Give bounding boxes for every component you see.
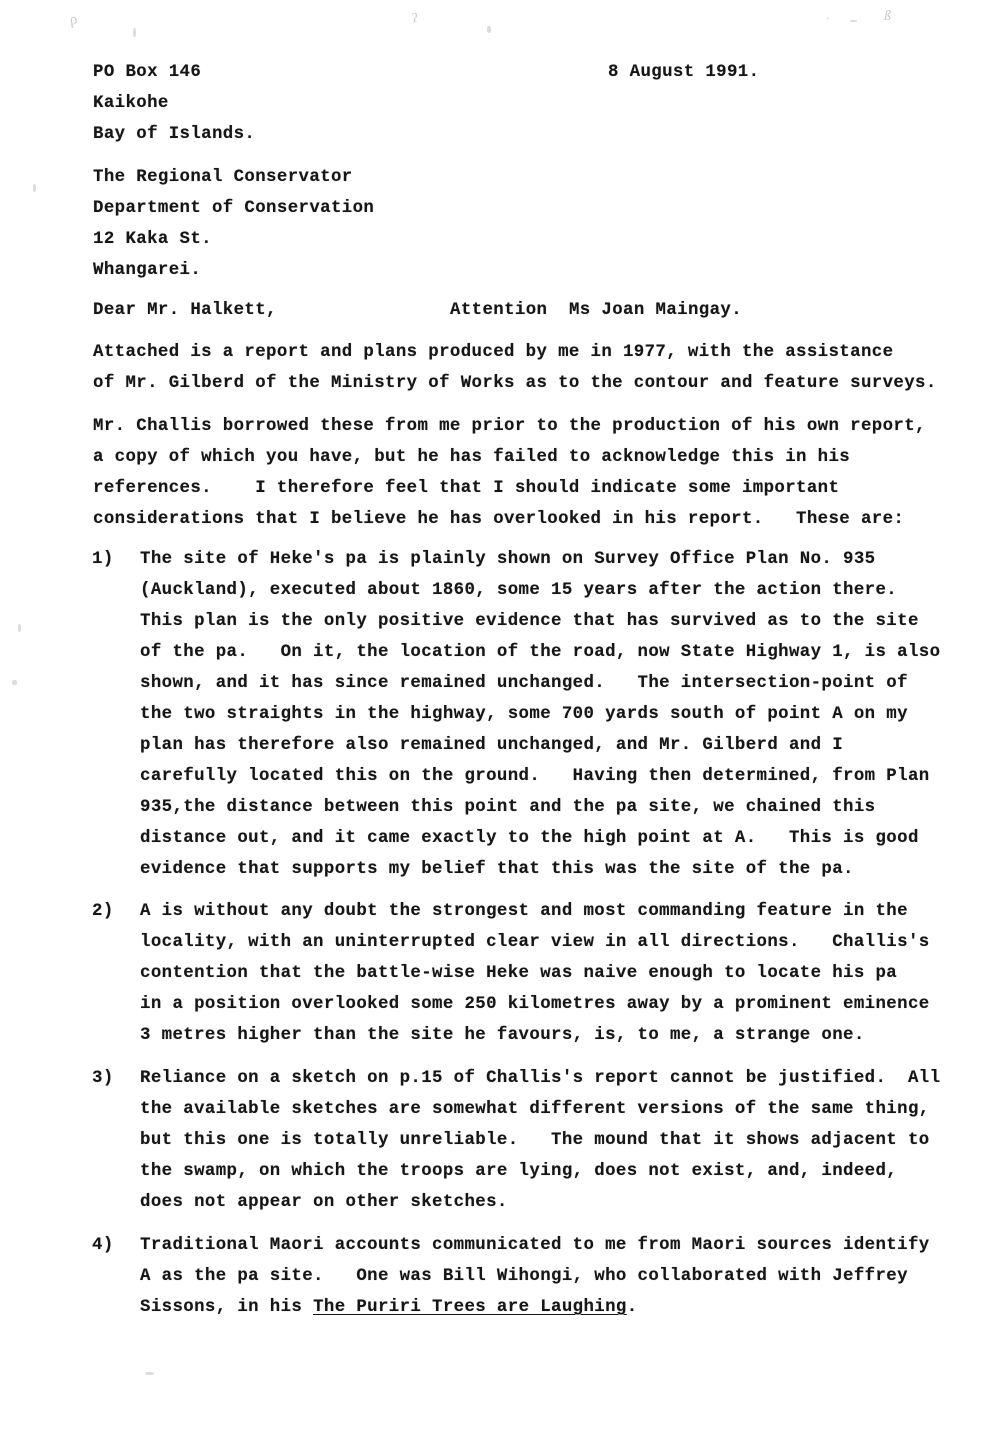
list-item-final-tail: .: [626, 1298, 638, 1317]
list-item-line: the two straights in the highway, some 700 yards south of point A on my: [140, 705, 908, 724]
list-item-line: in a position overlooked some 250 kilometres away by a prominent eminence: [140, 995, 930, 1014]
list-item-line: contention that the battle-wise Heke was naive enough to locate his pa: [140, 964, 898, 983]
sender-address-line-2: Kaikohe: [93, 94, 169, 113]
scan-smudge: ·: [826, 11, 829, 25]
list-item-line: (Auckland), executed about 1860, some 15 years after the action there.: [140, 581, 898, 600]
list-item-line: does not appear on other sketches.: [140, 1193, 508, 1212]
list-item-line: Reliance on a sketch on p.15 of Challis's report cannot be justified. All: [140, 1069, 941, 1088]
list-item-line: carefully located this on the ground. Having then determined, from Plan: [140, 767, 930, 786]
list-marker-3: 3): [92, 1069, 114, 1088]
paragraph-line: Mr. Challis borrowed these from me prior to the production of his own report,: [93, 417, 926, 436]
list-item-line: A as the pa site. One was Bill Wihongi, who collaborated with Jeffrey: [140, 1267, 908, 1286]
list-item-line: This plan is the only positive evidence that has survived as to the site: [140, 612, 919, 631]
list-item-line: evidence that supports my belief that this was the site of the pa.: [140, 860, 854, 879]
list-item-final: [140, 1292, 638, 1323]
sender-address-line-1: PO Box 146: [93, 63, 202, 82]
list-item-line: 935,the distance between this point and the pa site, we chained this: [140, 798, 876, 817]
recipient-address-line-2: Department of Conservation: [93, 199, 375, 218]
scan-smudge: ß: [884, 9, 891, 24]
list-marker-2: 2): [92, 902, 114, 921]
list-item-final-prefix: Sissons, in his: [140, 1298, 314, 1317]
recipient-address-line-4: Whangarei.: [93, 261, 202, 280]
salutation: Dear Mr. Halkett,: [93, 301, 277, 320]
list-item-line: Traditional Maori accounts communicated to me from Maori sources identify: [140, 1236, 930, 1255]
list-item-line: A is without any doubt the strongest and most commanding feature in the: [140, 902, 908, 921]
list-item-line: 3 metres higher than the site he favours, is, to me, a strange one.: [140, 1026, 865, 1045]
attention-line: Attention Ms Joan Maingay.: [450, 301, 743, 320]
list-marker-1: 1): [92, 550, 114, 569]
list-item-line: shown, and it has since remained unchanged. The intersection-point of: [140, 674, 908, 693]
book-title: The Puriri Trees are Laughing: [313, 1298, 627, 1317]
letter-date: 8 August 1991.: [608, 63, 760, 82]
paragraph-line: references. I therefore feel that I should indicate some important: [93, 479, 840, 498]
scan-smudge: ρ: [67, 11, 80, 29]
list-item-line: distance out, and it came exactly to the high point at A. This is good: [140, 829, 919, 848]
list-item-line: of the pa. On it, the location of the road, now State Highway 1, is also: [140, 643, 941, 662]
list-item-line: the swamp, on which the troops are lying, does not exist, and, indeed,: [140, 1162, 898, 1181]
sender-address-line-3: Bay of Islands.: [93, 125, 256, 144]
paragraph-line: of Mr. Gilberd of the Ministry of Works as to the contour and feature surveys.: [93, 374, 937, 393]
paragraph-line: Attached is a report and plans produced by me in 1977, with the assistance: [93, 343, 894, 362]
scan-smudge: ʔ: [410, 9, 419, 26]
list-item-line: but this one is totally unreliable. The mound that it shows adjacent to: [140, 1131, 930, 1150]
list-marker-4: 4): [92, 1236, 114, 1255]
recipient-address-line-1: The Regional Conservator: [93, 168, 353, 187]
list-item-line: plan has therefore also remained unchanged, and Mr. Gilberd and I: [140, 736, 844, 755]
paragraph-line: considerations that I believe he has overlooked in his report. These are:: [93, 510, 905, 529]
recipient-address-line-3: 12 Kaka St.: [93, 230, 212, 249]
paragraph-line: a copy of which you have, but he has failed to acknowledge this in his: [93, 448, 851, 467]
list-item-line: locality, with an uninterrupted clear view in all directions. Challis's: [140, 933, 930, 952]
list-item-line: the available sketches are somewhat different versions of the same thing,: [140, 1100, 930, 1119]
list-item-line: The site of Heke's pa is plainly shown on Survey Office Plan No. 935: [140, 550, 876, 569]
